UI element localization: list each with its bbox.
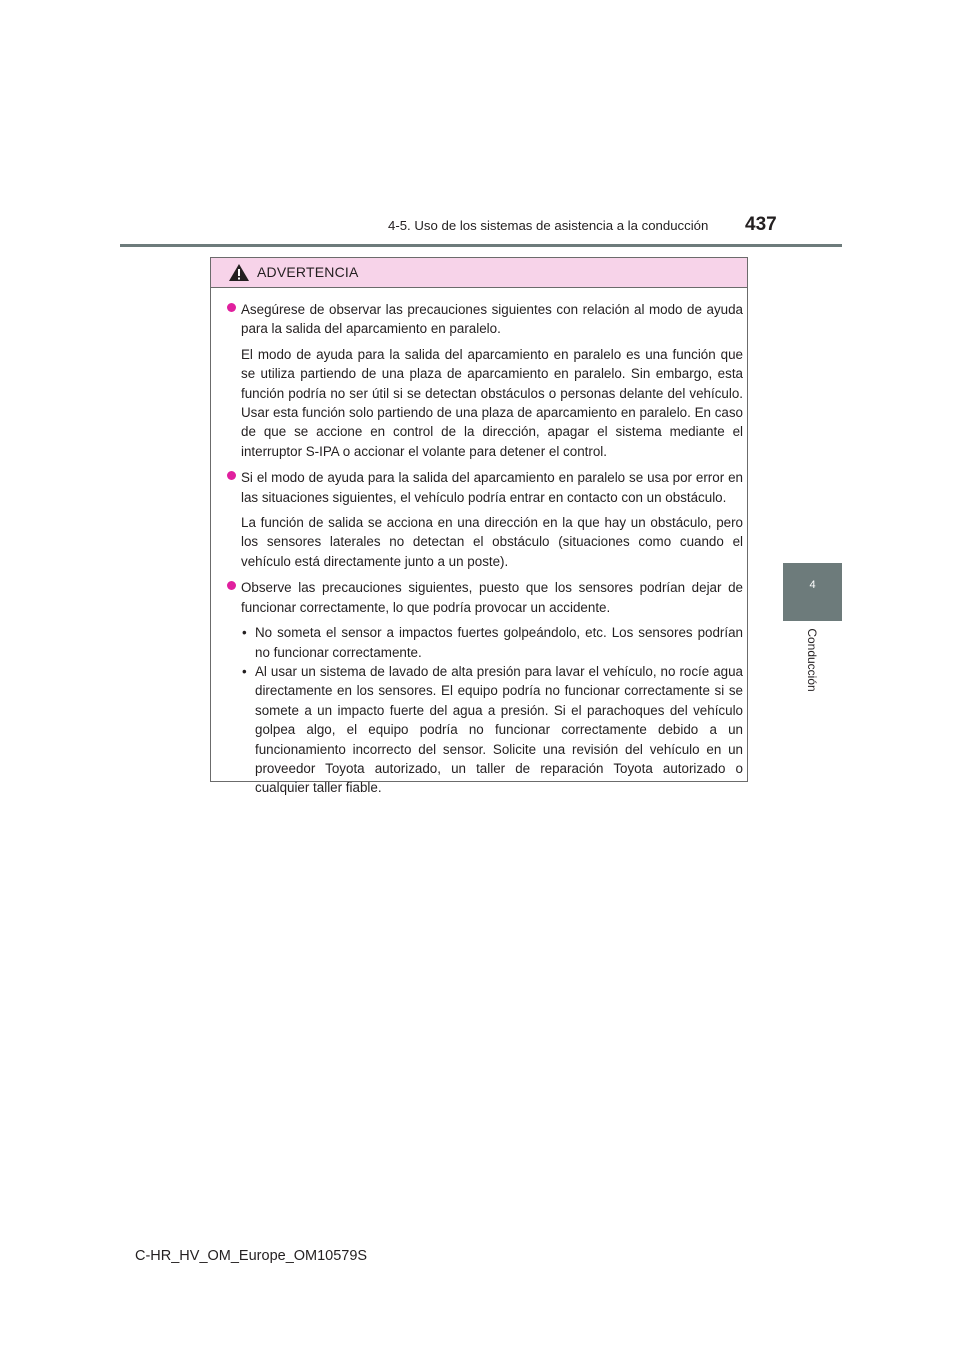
item-text: Si el modo de ayuda para la salida del aparcamiento en paralelo se usa por error en las situaciones siguientes, el vehículo podría entrar en contacto con un obstáculo. bbox=[241, 470, 743, 505]
sub-bullet-text: No someta el sensor a impactos fuertes golpeándolo, etc. Los sensores podrían no funcionar correctamente. bbox=[255, 625, 743, 660]
bullet-dot-icon bbox=[227, 303, 236, 312]
chapter-label: Conducción bbox=[805, 628, 819, 692]
warning-box bbox=[210, 257, 748, 796]
warning-item bbox=[227, 300, 743, 461]
bullet-mark-icon: • bbox=[242, 663, 247, 679]
page-number: 437 bbox=[745, 214, 777, 235]
chapter-tab bbox=[783, 563, 842, 621]
bullet-dot-icon bbox=[227, 471, 236, 480]
warning-title: ADVERTENCIA bbox=[257, 264, 359, 280]
chapter-number: 4 bbox=[809, 579, 816, 591]
warning-body bbox=[227, 300, 743, 798]
item-detail: La función de salida se acciona en una dirección en la que hay un obstáculo, pero los sensores laterales no detectan el obstáculo (situaciones como cuando el vehículo está directamente junto a un poste). bbox=[241, 515, 743, 569]
document-id: C-HR_HV_OM_Europe_OM10579S bbox=[135, 1248, 368, 1264]
sub-bullet-list bbox=[241, 623, 743, 798]
sub-bullet bbox=[241, 662, 743, 798]
section-title: 4-5. Uso de los sistemas de asistencia a la conducción bbox=[388, 218, 709, 233]
sub-bullet bbox=[241, 623, 743, 662]
header-rule bbox=[120, 244, 842, 247]
item-text: Observe las precauciones siguientes, puesto que los sensores podrían dejar de funcionar correctamente, lo que podría provocar un accidente. bbox=[241, 580, 743, 615]
warning-item bbox=[227, 578, 743, 797]
sub-bullet-text: Al usar un sistema de lavado de alta presión para lavar el vehículo, no rocíe agua directamente en los sensores. El equipo podría no funcionar correctamente si se somete a un impacto fuerte del agua a presión. Si el parachoques del vehículo golpea algo, el equipo podría no funcionar correctamente debido a un funcionamiento incorrecto del sensor. Solicite una revisión del vehículo en un proveedor Toyota autorizado, un taller de reparación Toyota autorizado o cualquier taller fiable. bbox=[255, 663, 743, 796]
bullet-mark-icon: • bbox=[242, 625, 247, 641]
warning-header bbox=[211, 258, 747, 288]
warning-item bbox=[227, 468, 743, 571]
item-detail: El modo de ayuda para la salida del aparcamiento en paralelo es una función que se utiliza partiendo de una plaza de aparcamiento en paralelo. Sin embargo, esta función podría no ser útil si se detectan obstáculos o personas delante del vehículo. Usar esta función solo partiendo de una plaza de aparcamiento en paralelo. En caso de que se accione en control de la dirección, apagar el sistema mediante el interruptor S-IPA o accionar el volante para detener el control. bbox=[241, 346, 743, 459]
item-text: Asegúrese de observar las precauciones siguientes con relación al modo de ayuda para la salida del aparcamiento en paralelo. bbox=[241, 302, 743, 337]
bullet-dot-icon bbox=[227, 581, 236, 590]
warning-triangle-icon bbox=[228, 263, 250, 282]
